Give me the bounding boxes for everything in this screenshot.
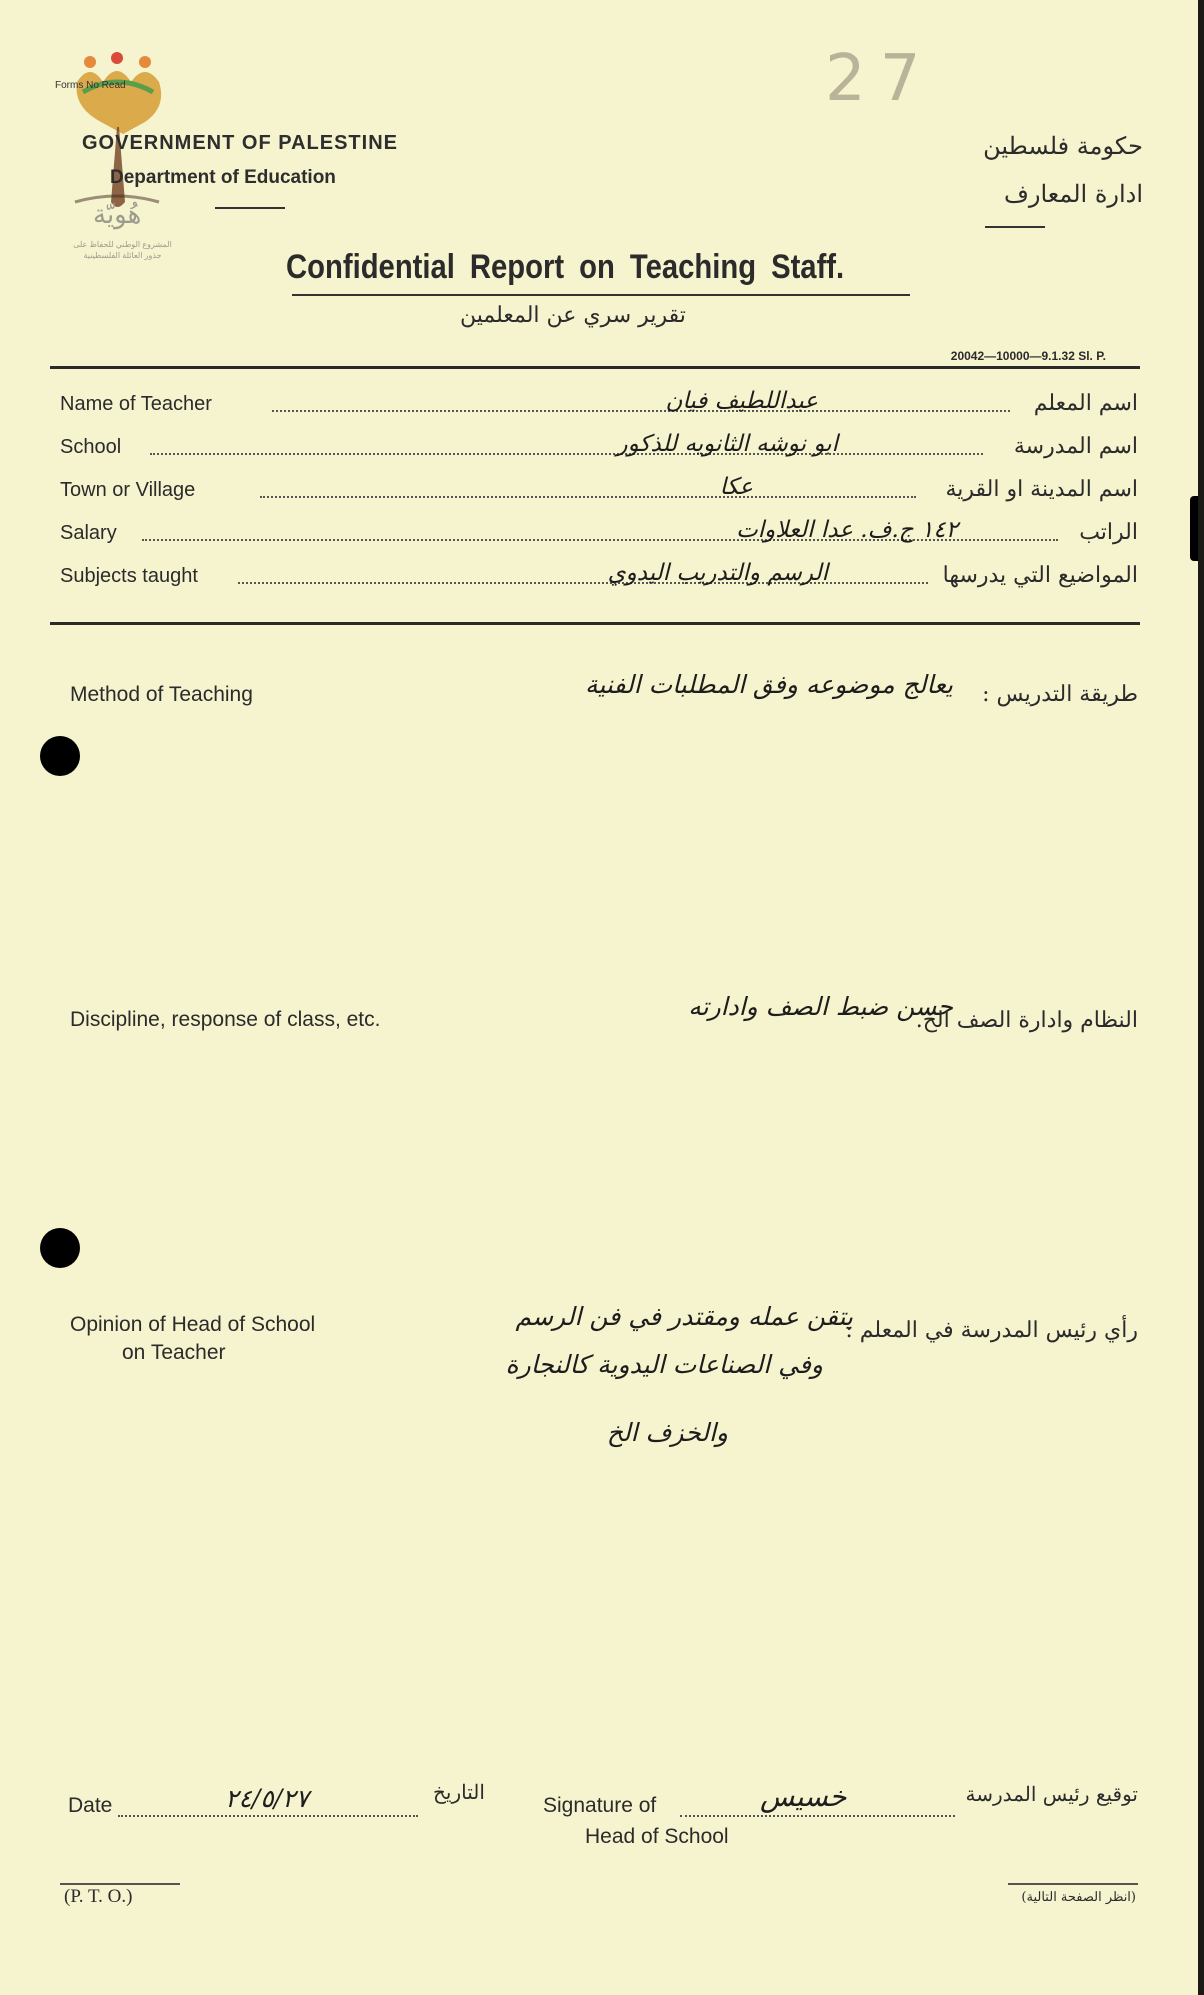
- dotted-line: [272, 410, 1010, 412]
- signature-label: Signature of: [543, 1794, 657, 1817]
- department-title-ar: ادارة المعارف: [1003, 180, 1143, 208]
- field-value: ابو نوشه الثانويه للذكور: [616, 431, 838, 457]
- page-edge-mark: [1190, 496, 1198, 561]
- pto-label: (P. T. O.): [64, 1886, 133, 1907]
- signature-value: خسيس: [760, 1780, 847, 1813]
- hawiya-logo: [55, 52, 190, 262]
- signature-sublabel: Head of School: [585, 1825, 729, 1848]
- dotted-line: [260, 496, 916, 498]
- pto-ar-line: [1008, 1883, 1138, 1885]
- field-name-of-teacher: [60, 380, 1138, 420]
- date-label-ar: التاريخ: [433, 1780, 485, 1804]
- date-dotted-line: [118, 1815, 418, 1817]
- header-divider: [215, 207, 285, 209]
- discipline-label: Discipline, response of class, etc.: [70, 1008, 381, 1031]
- field-value: الرسم والتدريب اليدوي: [607, 560, 828, 586]
- field-label-ar: اسم المدرسة: [1013, 434, 1138, 459]
- field-town-or-village: [60, 466, 1138, 506]
- opinion-label: Opinion of Head of School: [70, 1313, 316, 1336]
- report-title: Confidential Report on Teaching Staff.: [286, 248, 845, 286]
- title-underline: [292, 294, 910, 296]
- method-label-ar: طريقة التدريس :: [982, 682, 1138, 707]
- method-value: يعالج موضوعه وفق المطلبات الفنية: [584, 670, 953, 699]
- department-title: Department of Education: [110, 167, 336, 188]
- field-school: [60, 423, 1138, 463]
- field-value: عكا: [719, 474, 753, 500]
- punch-hole: [40, 736, 80, 776]
- opinion-value-line3: والخزف الخ: [606, 1418, 728, 1447]
- pto-label-ar: (انظر الصفحة التالية): [1021, 1890, 1136, 1905]
- field-label-ar: الراتب: [1079, 520, 1138, 545]
- field-label: Salary: [60, 522, 117, 544]
- date-value: ٢٤/٥/٢٧: [225, 1784, 309, 1813]
- top-rule: [50, 366, 1140, 369]
- field-label: Town or Village: [60, 479, 196, 501]
- header-divider-ar: [985, 226, 1045, 228]
- page-number: 27: [825, 42, 935, 116]
- opinion-value-line1: يتقن عمله ومقتدر في فن الرسم: [515, 1302, 853, 1331]
- punch-hole: [40, 1228, 80, 1268]
- logo-caption-1: المشروع الوطني للحفاظ على: [73, 240, 172, 249]
- fields-rule: [50, 622, 1140, 625]
- field-label: School: [60, 436, 122, 458]
- opinion-label-ar: رأي رئيس المدرسة في المعلم :: [845, 1318, 1138, 1343]
- field-label-ar: المواضيع التي يدرسها: [942, 563, 1138, 588]
- discipline-label-ar: النظام وادارة الصف الخ.: [915, 1008, 1138, 1033]
- field-label-ar: اسم المعلم: [1033, 391, 1138, 416]
- field-subjects-taught: [60, 552, 1138, 592]
- field-label: Name of Teacher: [60, 393, 212, 415]
- logo-text: Forms No Read: [55, 80, 126, 91]
- field-value: ١٤٢ ج.ف. عدا العلاوات: [736, 517, 958, 543]
- discipline-value: حسن ضبط الصف وادارته: [688, 992, 953, 1021]
- signature-dotted-line: [680, 1815, 955, 1817]
- dotted-line: [150, 453, 983, 455]
- field-label: Subjects taught: [60, 565, 198, 587]
- logo-caption-2: جذور العائلة الفلسطينية: [83, 251, 162, 260]
- field-value: عبداللطيف فيان: [665, 388, 818, 414]
- method-label: Method of Teaching: [70, 683, 253, 706]
- report-title-ar: تقرير سري عن المعلمين: [460, 303, 686, 328]
- field-label-ar: اسم المدينة او القرية: [945, 477, 1138, 502]
- print-reference: 20042—10000—9.1.32 Sl. P.: [950, 349, 1106, 363]
- date-label: Date: [68, 1794, 113, 1817]
- opinion-value-line2: وفي الصناعات اليدوية كالنجارة: [505, 1350, 823, 1379]
- government-title: GOVERNMENT OF PALESTINE: [82, 132, 398, 154]
- government-title-ar: حكومة فلسطين: [983, 132, 1143, 160]
- field-salary: [60, 509, 1138, 549]
- pto-line: [60, 1883, 180, 1885]
- logo-arabic: هُويّة: [93, 200, 142, 230]
- signature-label-ar: توقيع رئيس المدرسة: [965, 1782, 1138, 1806]
- opinion-label-line2: on Teacher: [122, 1341, 226, 1364]
